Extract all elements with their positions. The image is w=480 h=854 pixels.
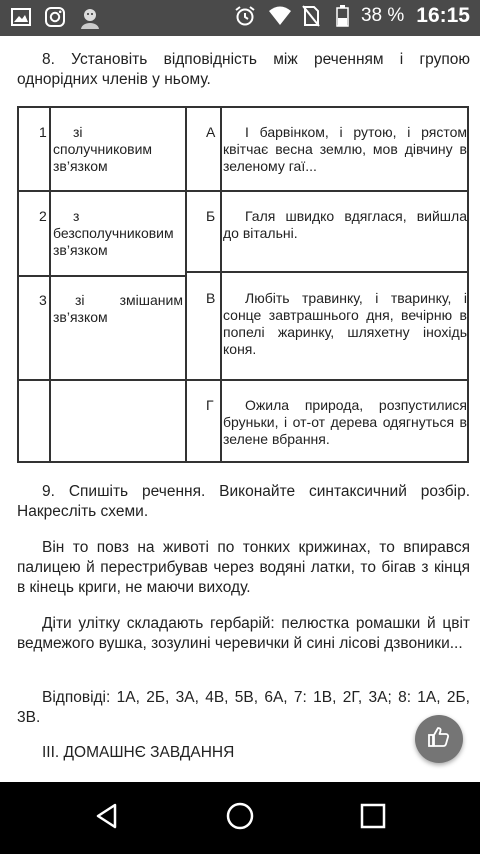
no-sim-icon	[302, 5, 324, 27]
app-avatar-icon	[78, 6, 100, 28]
battery-icon	[336, 5, 349, 27]
alarm-icon	[234, 5, 256, 27]
task9-heading: 9. Спишіть речення. Виконайте синтаксичний розбір. Накресліть схеми.	[17, 483, 470, 520]
table-row-letter: Б	[206, 208, 216, 224]
table-divider	[19, 379, 186, 381]
table-right-cell: Галя швидко вдяглася, вийшла до вітальні.	[223, 208, 467, 241]
table-left-cell: з безсполучниковим зв’язком	[53, 208, 174, 258]
table-row-number: 1	[39, 124, 47, 140]
wifi-icon	[268, 5, 290, 27]
back-button[interactable]	[89, 800, 125, 836]
table-divider	[185, 379, 469, 381]
table-divider	[185, 190, 469, 192]
homework-heading: ІІІ. ДОМАШНЄ ЗАВДАННЯ	[42, 744, 235, 761]
task9-sentence-2: Діти улітку складають гербарій: пелюстка ромашки й цвіт ведмежого вушка, зозулині черевички й сині лісові дзвоники...	[17, 615, 470, 652]
table-row-number: 2	[39, 208, 47, 224]
like-button[interactable]	[415, 715, 463, 763]
home-button[interactable]	[222, 800, 258, 836]
task8-heading: 8. Установіть відповідність між реченням і групою однорідних членів у ньому.	[17, 51, 470, 88]
battery-percentage: 38 %	[360, 5, 405, 26]
table-divider	[19, 190, 186, 192]
thumbs-up-icon	[427, 725, 451, 754]
table-divider	[220, 108, 222, 463]
recents-button[interactable]	[355, 800, 391, 836]
back-icon	[93, 802, 121, 835]
table-divider	[185, 108, 187, 463]
table-divider	[19, 275, 186, 277]
table-divider	[185, 271, 469, 273]
table-left-cell: зі змішаним зв’язком	[53, 292, 183, 325]
home-icon	[225, 801, 255, 836]
table-divider	[49, 108, 51, 463]
recents-icon	[360, 803, 386, 834]
matching-table	[17, 106, 469, 463]
answers-line: Відповіді: 1А, 2Б, 3А, 4В, 5В, 6А, 7: 1В, 2Г, 3А; 8: 1А, 2Б, 3В.	[17, 689, 470, 726]
gallery-icon	[10, 6, 32, 28]
task9-sentence-1: Він то повз на животі по тонких крижинах, то впирався палицею й перестрибував через водяні латки, то бігав з кінця в кінець криги, не маючи виходу.	[17, 539, 470, 596]
table-row-letter: В	[206, 290, 216, 306]
navigation-bar	[0, 782, 480, 854]
table-right-cell: Любіть травинку, і тваринку, і сонце завтрашнього дня, вечірню в попелі жаринку, шляхетну інохідь коня.	[223, 290, 467, 357]
table-row-letter: А	[206, 124, 216, 140]
table-right-cell: Ожила природа, розпустилися бруньки, і от-от дерева одягнуться в зелене вбрання.	[223, 397, 467, 447]
table-row-letter: Г	[206, 397, 214, 413]
document-content[interactable]	[0, 36, 480, 782]
table-left-cell: зі сполучниковим зв’язком	[53, 124, 153, 174]
table-right-cell: І барвінком, і рутою, і рястом квітчає весна землю, мов дівчину в зеленому гаї...	[223, 124, 467, 174]
clock: 16:15	[416, 4, 470, 27]
instagram-icon	[44, 6, 66, 28]
table-row-number: 3	[39, 292, 47, 308]
status-bar	[0, 0, 480, 36]
